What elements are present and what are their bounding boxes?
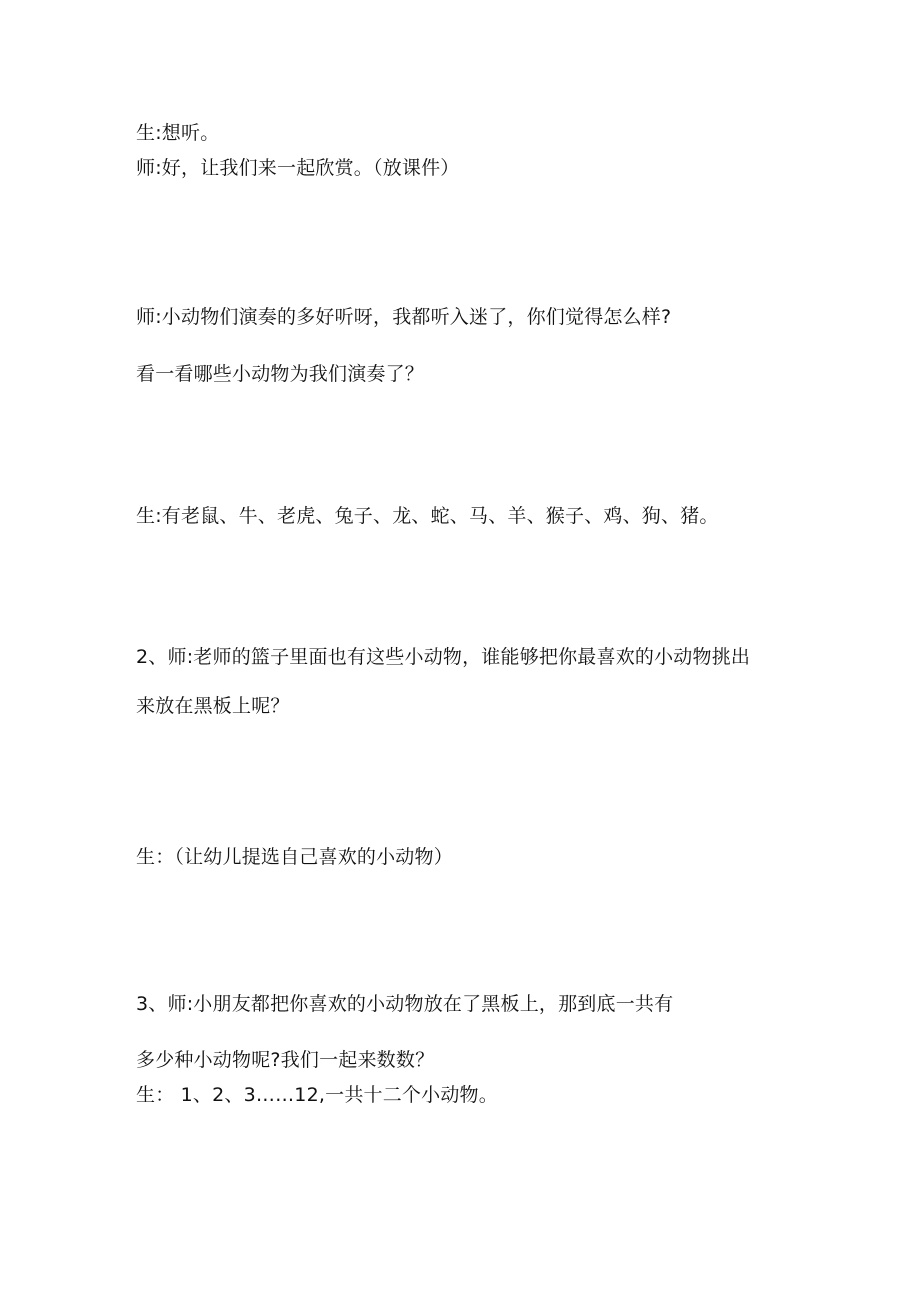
text-line-student-animal-list: 生:有老鼠、牛、老虎、兔子、龙、蛇、马、羊、猴子、鸡、狗、猪。 xyxy=(136,505,719,527)
text-line-how-many: 多少种小动物呢?我们一起来数数？ xyxy=(136,1049,435,1071)
text-line-teacher-count: 3、师:小朋友都把你喜欢的小动物放在了黑板上，那到底一共有 xyxy=(136,993,674,1015)
text-line-student-want-listen: 生:想听。 xyxy=(136,122,220,144)
text-line-teacher-basket: 2、师:老师的篮子里面也有这些小动物，谁能够把你最喜欢的小动物挑出 xyxy=(136,646,751,668)
text-line-student-choose: 生：（让幼儿提选自己喜欢的小动物） xyxy=(136,846,453,868)
text-line-which-animals: 看一看哪些小动物为我们演奏了？ xyxy=(136,363,425,385)
text-line-teacher-enjoy: 师:好，让我们来一起欣赏。（放课件） xyxy=(136,157,460,179)
text-line-blackboard: 来放在黑板上呢？ xyxy=(136,695,290,717)
text-line-student-count: 生： 1、2、3……12,一共十二个小动物。 xyxy=(136,1084,498,1106)
text-line-teacher-animals-play: 师:小动物们演奏的多好听呀，我都听入迷了，你们觉得怎么样? xyxy=(136,306,672,328)
